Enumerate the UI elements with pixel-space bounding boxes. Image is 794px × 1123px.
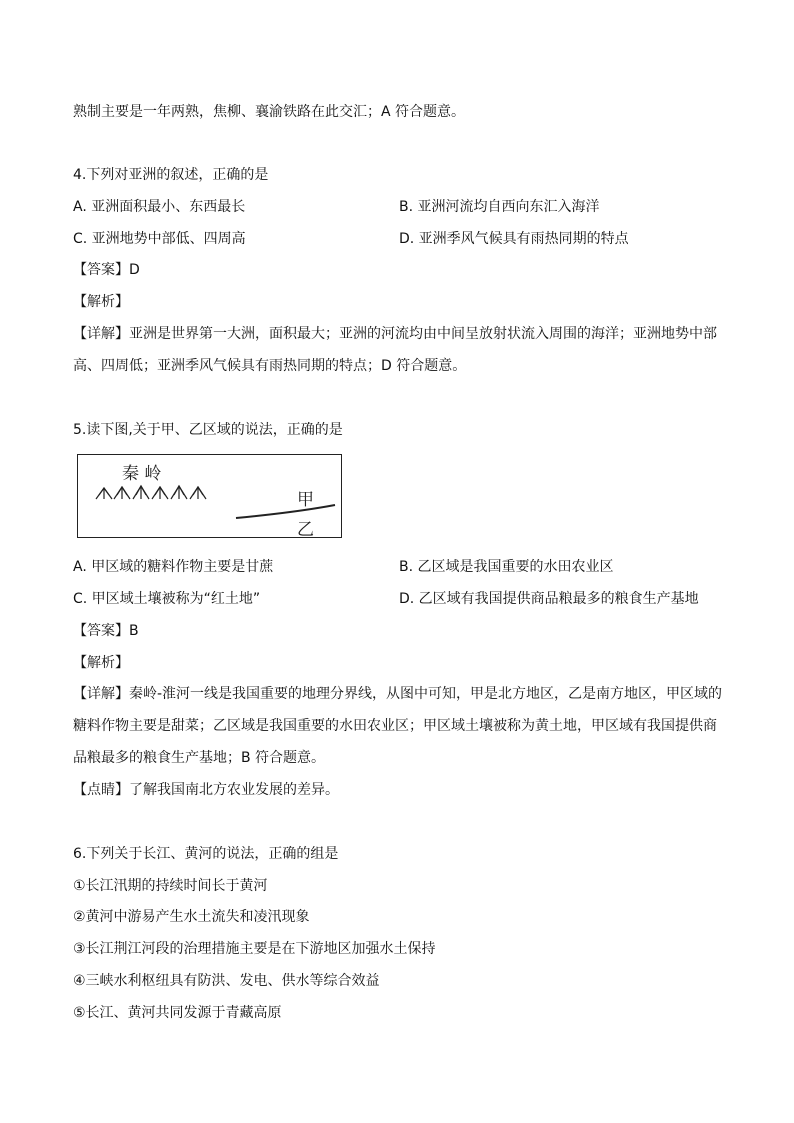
q4-option-a: A. 亚洲面积最小、东西最长 (73, 199, 246, 215)
continuation-text: 熟制主要是一年两熟，焦柳、襄渝铁路在此交汇；A 符合题意。 (73, 104, 466, 120)
q5-answer: 【答案】B (73, 623, 139, 639)
q5-detail-line-2: 糖料作物主要是甜菜；乙区域是我国重要的水田农业区；甲区域土壤被称为黄土地，甲区域有我国提供商 (73, 718, 717, 734)
yi-label: 乙 (297, 520, 314, 540)
huai-river-line (236, 505, 335, 518)
q4-analysis-heading: 【解析】 (73, 294, 129, 310)
q4-answer: 【答案】D (73, 262, 140, 278)
mountain-range-icon (96, 486, 206, 499)
q5-analysis-heading: 【解析】 (73, 655, 129, 671)
q4-option-d: D. 亚洲季风气候具有雨热同期的特点 (399, 231, 629, 247)
q4-detail-line-1: 【详解】亚洲是世界第一大洲，面积最大；亚洲的河流均由中间呈放射状流入周围的海洋；亚洲地势中部 (73, 326, 717, 342)
qinling-label: 秦 岭 (122, 464, 162, 484)
q5-comment: 【点睛】了解我国南北方农业发展的差异。 (73, 782, 339, 798)
q5-option-d: D. 乙区域有我国提供商品粮最多的粮食生产基地 (399, 591, 699, 607)
q6-item-3: ③长江荆江河段的治理措施主要是在下游地区加强水土保持 (73, 941, 436, 957)
qinling-figure (77, 454, 342, 538)
q4-option-c: C. 亚洲地势中部低、四周高 (73, 231, 246, 247)
question-6-stem: 6.下列关于长江、黄河的说法，正确的组是 (73, 846, 339, 862)
jia-label: 甲 (297, 490, 314, 510)
q6-item-2: ②黄河中游易产生水土流失和凌汛现象 (73, 909, 310, 925)
q4-detail-line-2: 高、四周低；亚洲季风气候具有雨热同期的特点；D 符合题意。 (73, 358, 467, 374)
q4-option-b: B. 亚洲河流均自西向东汇入海洋 (399, 199, 600, 215)
question-4-stem: 4.下列对亚洲的叙述，正确的是 (73, 167, 269, 183)
q6-item-1: ①长江汛期的持续时间长于黄河 (73, 878, 268, 894)
q6-item-4: ④三峡水利枢纽具有防洪、发电、供水等综合效益 (73, 973, 380, 989)
q5-detail-line-3: 品粮最多的粮食生产基地；B 符合题意。 (73, 750, 326, 766)
q5-option-c: C. 甲区域土壤被称为“红土地” (73, 591, 261, 607)
q5-detail-line-1: 【详解】秦岭-淮河一线是我国重要的地理分界线，从图中可知，甲是北方地区，乙是南方地区，甲区域的 (73, 686, 723, 702)
question-5-stem: 5.读下图,关于甲、乙区域的说法，正确的是 (73, 422, 343, 438)
q6-item-5: ⑤长江、黄河共同发源于青藏高原 (73, 1005, 282, 1021)
q5-option-b: B. 乙区域是我国重要的水田农业区 (399, 559, 614, 575)
q5-option-a: A. 甲区域的糖料作物主要是甘蔗 (73, 559, 274, 575)
